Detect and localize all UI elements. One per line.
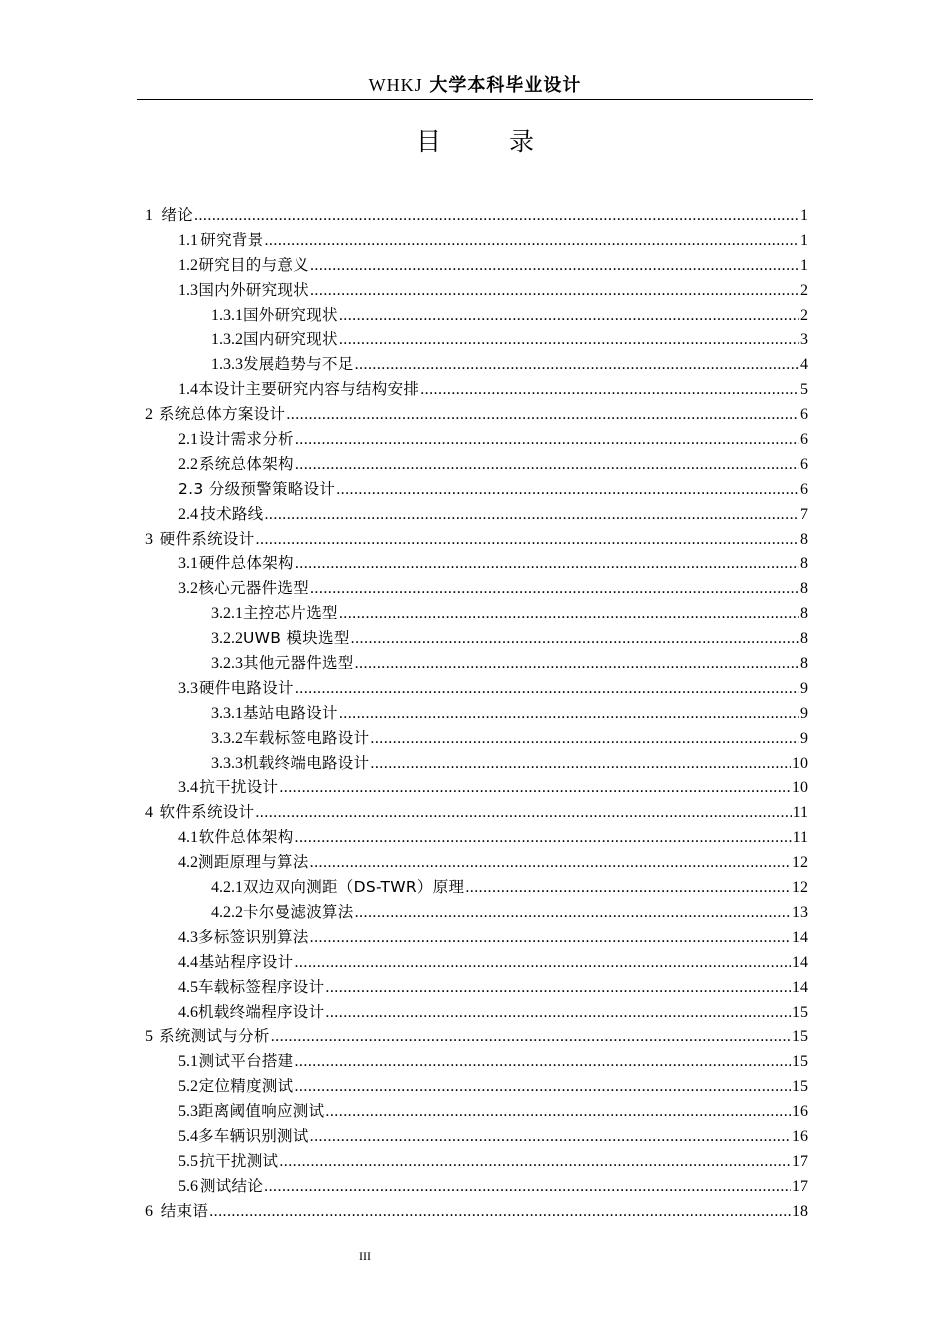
toc-entry-title: 机载终端程序设计 (198, 1002, 325, 1021)
toc-entry-title: 基站电路设计 (243, 703, 338, 722)
toc-entry-title: 软件系统设计 (159, 803, 255, 822)
toc-entry-number: 1.1 (178, 231, 198, 249)
toc-entry[interactable] (145, 228, 808, 253)
toc-entry-title: 本设计主要研究内容与结构安排 (198, 380, 420, 399)
toc-entry-title: 车载标签电路设计 (243, 728, 370, 747)
toc-entry-page: 3 (800, 331, 808, 349)
toc-dot-leader (339, 602, 799, 627)
toc-entry[interactable] (145, 1049, 808, 1074)
toc-entry-page: 14 (792, 928, 808, 946)
toc-entry-page: 15 (791, 1078, 808, 1096)
toc-entry-page: 8 (800, 580, 808, 598)
toc-entry-number: 3.2.2 (211, 630, 243, 648)
toc-dot-leader (370, 752, 791, 777)
toc-dot-leader (310, 254, 799, 279)
toc-entry-page: 13 (792, 903, 808, 921)
toc-entry[interactable] (145, 751, 808, 776)
toc-dot-leader (294, 1075, 791, 1100)
toc-dot-leader (279, 776, 791, 801)
toc-entry[interactable] (145, 1099, 808, 1124)
toc-entry[interactable] (145, 800, 808, 825)
toc-entry-number: 5.3 (178, 1103, 198, 1121)
toc-entry[interactable] (145, 775, 808, 800)
toc-entry[interactable] (145, 825, 808, 850)
toc-entry-page: 12 (792, 854, 808, 872)
toc-entry-page: 8 (800, 630, 808, 648)
toc-entry-title: 国内外研究现状 (198, 280, 309, 299)
toc-dot-leader (255, 801, 791, 826)
toc-entry-page: 11 (792, 829, 808, 847)
toc-entry-page: 17 (792, 1177, 808, 1195)
toc-entry-title: 卡尔曼滤波算法 (243, 902, 354, 921)
toc-dot-leader (256, 528, 799, 553)
toc-entry-title: 多车辆识别测试 (198, 1126, 309, 1145)
toc-dot-leader (420, 378, 799, 403)
toc-dot-leader (310, 926, 791, 951)
toc-dot-leader (325, 1100, 791, 1125)
toc-entry[interactable] (145, 452, 808, 477)
toc-entry[interactable] (145, 651, 808, 676)
toc-entry-page: 6 (800, 406, 808, 424)
toc-entry-page: 6 (800, 480, 808, 498)
toc-entry-title: 多标签识别算法 (198, 927, 309, 946)
toc-entry-number: 4 (145, 804, 153, 822)
toc-entry-title: 定位精度测试 (198, 1077, 294, 1096)
toc-entry-page: 6 (800, 431, 808, 449)
toc-entry-page: 1 (800, 256, 808, 274)
toc-entry-title: 车载标签程序设计 (198, 977, 325, 996)
toc-entry-number: 3.3 (178, 679, 198, 697)
toc-entry-number: 3.3.2 (211, 729, 243, 747)
toc-entry-title: 抗干扰测试 (199, 1151, 279, 1170)
toc-dot-leader (271, 1025, 791, 1050)
toc-dot-leader (264, 229, 799, 254)
toc-entry-page: 16 (792, 1103, 808, 1121)
toc-entry-title: 绪论 (161, 206, 194, 224)
toc-entry-number: 3.2.1 (211, 605, 243, 623)
toc-entry-number: 3.2.3 (211, 655, 243, 673)
toc-entry-number: 5.1 (178, 1053, 198, 1071)
toc-dot-leader (355, 353, 799, 378)
toc-entry[interactable] (145, 1174, 808, 1199)
toc-entry-number: 1.3.1 (211, 306, 243, 324)
toc-entry-page: 9 (800, 729, 808, 747)
header-rule (137, 99, 813, 100)
toc-entry-number: 2.2 (178, 455, 198, 473)
toc-entry-title: 机载终端电路设计 (243, 753, 370, 772)
toc-entry-page: 1 (800, 207, 808, 224)
toc-dot-leader (209, 1200, 791, 1225)
toc-entry[interactable] (145, 1199, 808, 1224)
toc-entry-number: 4.2.1 (211, 879, 243, 897)
toc-dot-leader (279, 1150, 791, 1175)
toc-entry-number: 3.3.3 (211, 754, 243, 772)
toc-entry[interactable] (145, 327, 808, 352)
toc-entry-number: 2.4 (178, 505, 198, 523)
toc-entry-title: 研究目的与意义 (198, 255, 309, 274)
toc-entry[interactable] (145, 676, 808, 701)
toc-entry[interactable] (145, 875, 808, 900)
toc-entry-title: 测试结论 (199, 1176, 264, 1195)
toc-entry-title: 抗干扰设计 (199, 778, 279, 797)
toc-entry-title: 硬件总体架构 (199, 554, 294, 573)
toc-entry-page: 14 (792, 978, 808, 996)
toc-entry-page: 7 (800, 505, 808, 523)
toc-dot-leader (294, 1050, 791, 1075)
toc-entry-page: 10 (792, 754, 808, 772)
toc-entry-page: 2 (800, 281, 808, 299)
toc-dot-leader (351, 627, 799, 652)
toc-entry-number: 4.4 (178, 953, 198, 971)
toc-dot-leader (465, 876, 791, 901)
toc-entry-number: 1.4 (178, 381, 198, 399)
toc-entry-title: 距离阈值响应测试 (198, 1102, 325, 1121)
toc-entry-title: 主控芯片选型 (243, 604, 338, 623)
toc-entry-title: 系统总体方案设计 (158, 405, 286, 424)
toc-entry-page: 8 (800, 555, 808, 573)
toc-entry-title: 研究背景 (200, 230, 264, 249)
toc-entry-page: 4 (800, 356, 808, 374)
toc-entry-title: 测试平台搭建 (198, 1052, 294, 1071)
toc-entry[interactable] (145, 278, 808, 303)
toc-entry-number: 5.5 (178, 1152, 198, 1170)
toc-entry[interactable] (145, 900, 808, 925)
toc-entry-number: 1.3.3 (211, 356, 243, 374)
toc-entry-number: 5 (145, 1028, 153, 1046)
header-cjk: 大学本科毕业设计 (429, 75, 582, 96)
page-number: III (359, 1249, 371, 1263)
toc-entry[interactable] (145, 1024, 808, 1049)
toc-dot-leader (355, 901, 791, 926)
toc-entry-page: 9 (800, 679, 808, 697)
toc-dot-leader (310, 279, 799, 304)
toc-entry[interactable] (145, 427, 808, 452)
toc-entry[interactable] (145, 576, 808, 601)
toc-dot-leader (325, 1001, 791, 1026)
toc-entry-page: 15 (792, 1028, 808, 1046)
toc-dot-leader (325, 976, 791, 1001)
toc-entry[interactable] (145, 303, 808, 328)
toc-entry-page: 10 (792, 779, 808, 797)
toc-entry-number: 1.3.2 (211, 331, 243, 349)
toc-entry-title: 双边双向测距（DS-TWR）原理 (243, 878, 465, 897)
toc-entry-title: 系统测试与分析 (159, 1027, 270, 1046)
toc-entry[interactable] (145, 726, 808, 751)
toc-entry[interactable] (145, 1124, 808, 1149)
toc-dot-leader (310, 1125, 791, 1150)
toc-entry[interactable] (145, 950, 808, 975)
toc-dot-leader (264, 1175, 791, 1200)
toc-entry[interactable] (145, 601, 808, 626)
toc-entry-page: 15 (791, 1053, 808, 1071)
toc-entry[interactable] (145, 203, 808, 228)
toc-entry-title: 设计需求分析 (199, 430, 294, 449)
toc-entry[interactable] (145, 626, 808, 651)
toc-entry-number: 1.3 (178, 281, 198, 299)
toc-entry-number: 5.6 (178, 1177, 198, 1195)
toc-entry[interactable] (145, 477, 808, 502)
toc-entry-page: 17 (792, 1152, 808, 1170)
toc-entry[interactable] (145, 402, 808, 427)
toc-entry-title: 测距原理与算法 (198, 853, 309, 872)
toc-entry-page: 8 (800, 655, 808, 673)
toc-dot-leader (336, 478, 799, 503)
toc-entry-number: 4.3 (178, 928, 198, 946)
toc-entry-number: 3.3.1 (211, 704, 243, 722)
toc-entry-number: 4.1 (178, 829, 198, 847)
toc-dot-leader (295, 428, 799, 453)
toc-entry-number: 1.2 (178, 256, 198, 274)
toc-entry-title: 硬件电路设计 (199, 678, 294, 697)
toc-dot-leader (295, 552, 799, 577)
toc-entry[interactable] (145, 352, 808, 377)
toc-entry-page: 14 (791, 953, 808, 971)
toc-entry[interactable] (145, 975, 808, 1000)
toc-entry-number: 4.5 (178, 978, 198, 996)
toc-entry-title: 国外研究现状 (243, 305, 338, 324)
toc-entry[interactable] (145, 850, 808, 875)
toc-entry-number: 5.2 (178, 1078, 198, 1096)
toc-entry-page: 8 (800, 530, 808, 548)
toc-entry-title: 国内研究现状 (243, 330, 338, 349)
toc-entry-title: 技术路线 (200, 504, 264, 523)
header-latin: WHKJ (368, 75, 423, 95)
toc-entry-title: 软件总体架构 (198, 828, 294, 847)
toc-entry-number: 3 (145, 530, 153, 548)
toc-entry-page: 2 (800, 306, 808, 324)
toc-dot-leader (295, 453, 799, 478)
toc-entry[interactable] (145, 1149, 808, 1174)
toc-dot-leader (355, 652, 799, 677)
toc-entry-number: 1 (145, 207, 153, 224)
toc-entry[interactable] (145, 502, 808, 527)
page-header (137, 72, 813, 99)
toc-entry-page: 9 (800, 704, 808, 722)
toc-entry-number: 4.2.2 (211, 903, 243, 921)
toc-entry-title: 硬件系统设计 (159, 529, 255, 548)
toc-entry[interactable] (145, 925, 808, 950)
toc-entry-page: 1 (800, 231, 808, 249)
toc-dot-leader (370, 727, 799, 752)
toc-entry-number: 3.1 (178, 555, 198, 573)
toc-entry-title: 系统总体架构 (199, 454, 294, 473)
toc-dot-leader (194, 204, 799, 229)
toc-entry-page: 5 (800, 381, 808, 399)
toc-entry-title: 结束语 (160, 1201, 209, 1220)
toc-entry[interactable] (145, 551, 808, 576)
toc-entry-number: 4.2 (178, 854, 198, 872)
toc-entry-page: 8 (800, 605, 808, 623)
toc-dot-leader (295, 677, 799, 702)
toc-entry-number: 2.1 (178, 431, 198, 449)
toc-dot-leader (339, 304, 799, 329)
toc-entry-page: 6 (800, 455, 808, 473)
toc-entry[interactable] (145, 1074, 808, 1099)
toc-entry-title: 基站程序设计 (198, 952, 294, 971)
toc-entry-number: 3.4 (178, 779, 198, 797)
toc-entry-number: 4.6 (178, 1003, 198, 1021)
toc-entry-number: 3.2 (178, 580, 198, 598)
toc-dot-leader (286, 403, 799, 428)
toc-dot-leader (310, 577, 799, 602)
toc-dot-leader (310, 851, 791, 876)
toc-entry[interactable] (145, 377, 808, 402)
toc-title: 目 录 (416, 127, 564, 156)
table-of-contents (145, 203, 808, 1224)
toc-entry-number: 6 (145, 1202, 153, 1220)
toc-entry-page: 16 (792, 1127, 808, 1145)
toc-entry-title: 发展趋势与不足 (243, 355, 354, 374)
toc-dot-leader (339, 702, 799, 727)
toc-dot-leader (294, 951, 791, 976)
toc-dot-leader (339, 328, 799, 353)
toc-entry-title: UWB 模块选型 (243, 629, 350, 648)
toc-entry-page: 18 (792, 1202, 808, 1220)
toc-entry[interactable] (145, 527, 808, 552)
toc-entry[interactable] (145, 1000, 808, 1025)
toc-entry[interactable] (145, 253, 808, 278)
toc-dot-leader (295, 826, 792, 851)
toc-entry-page: 15 (792, 1003, 808, 1021)
toc-entry[interactable] (145, 701, 808, 726)
toc-entry-title: 2.3 分级预警策略设计 (178, 479, 336, 498)
toc-entry-title: 其他元器件选型 (243, 654, 354, 673)
toc-entry-title: 核心元器件选型 (198, 579, 309, 598)
toc-entry-page: 11 (792, 804, 808, 822)
toc-dot-leader (264, 503, 799, 528)
toc-entry-number: 5.4 (178, 1127, 198, 1145)
toc-entry-page: 12 (792, 879, 808, 897)
toc-entry-number: 2 (145, 406, 153, 424)
